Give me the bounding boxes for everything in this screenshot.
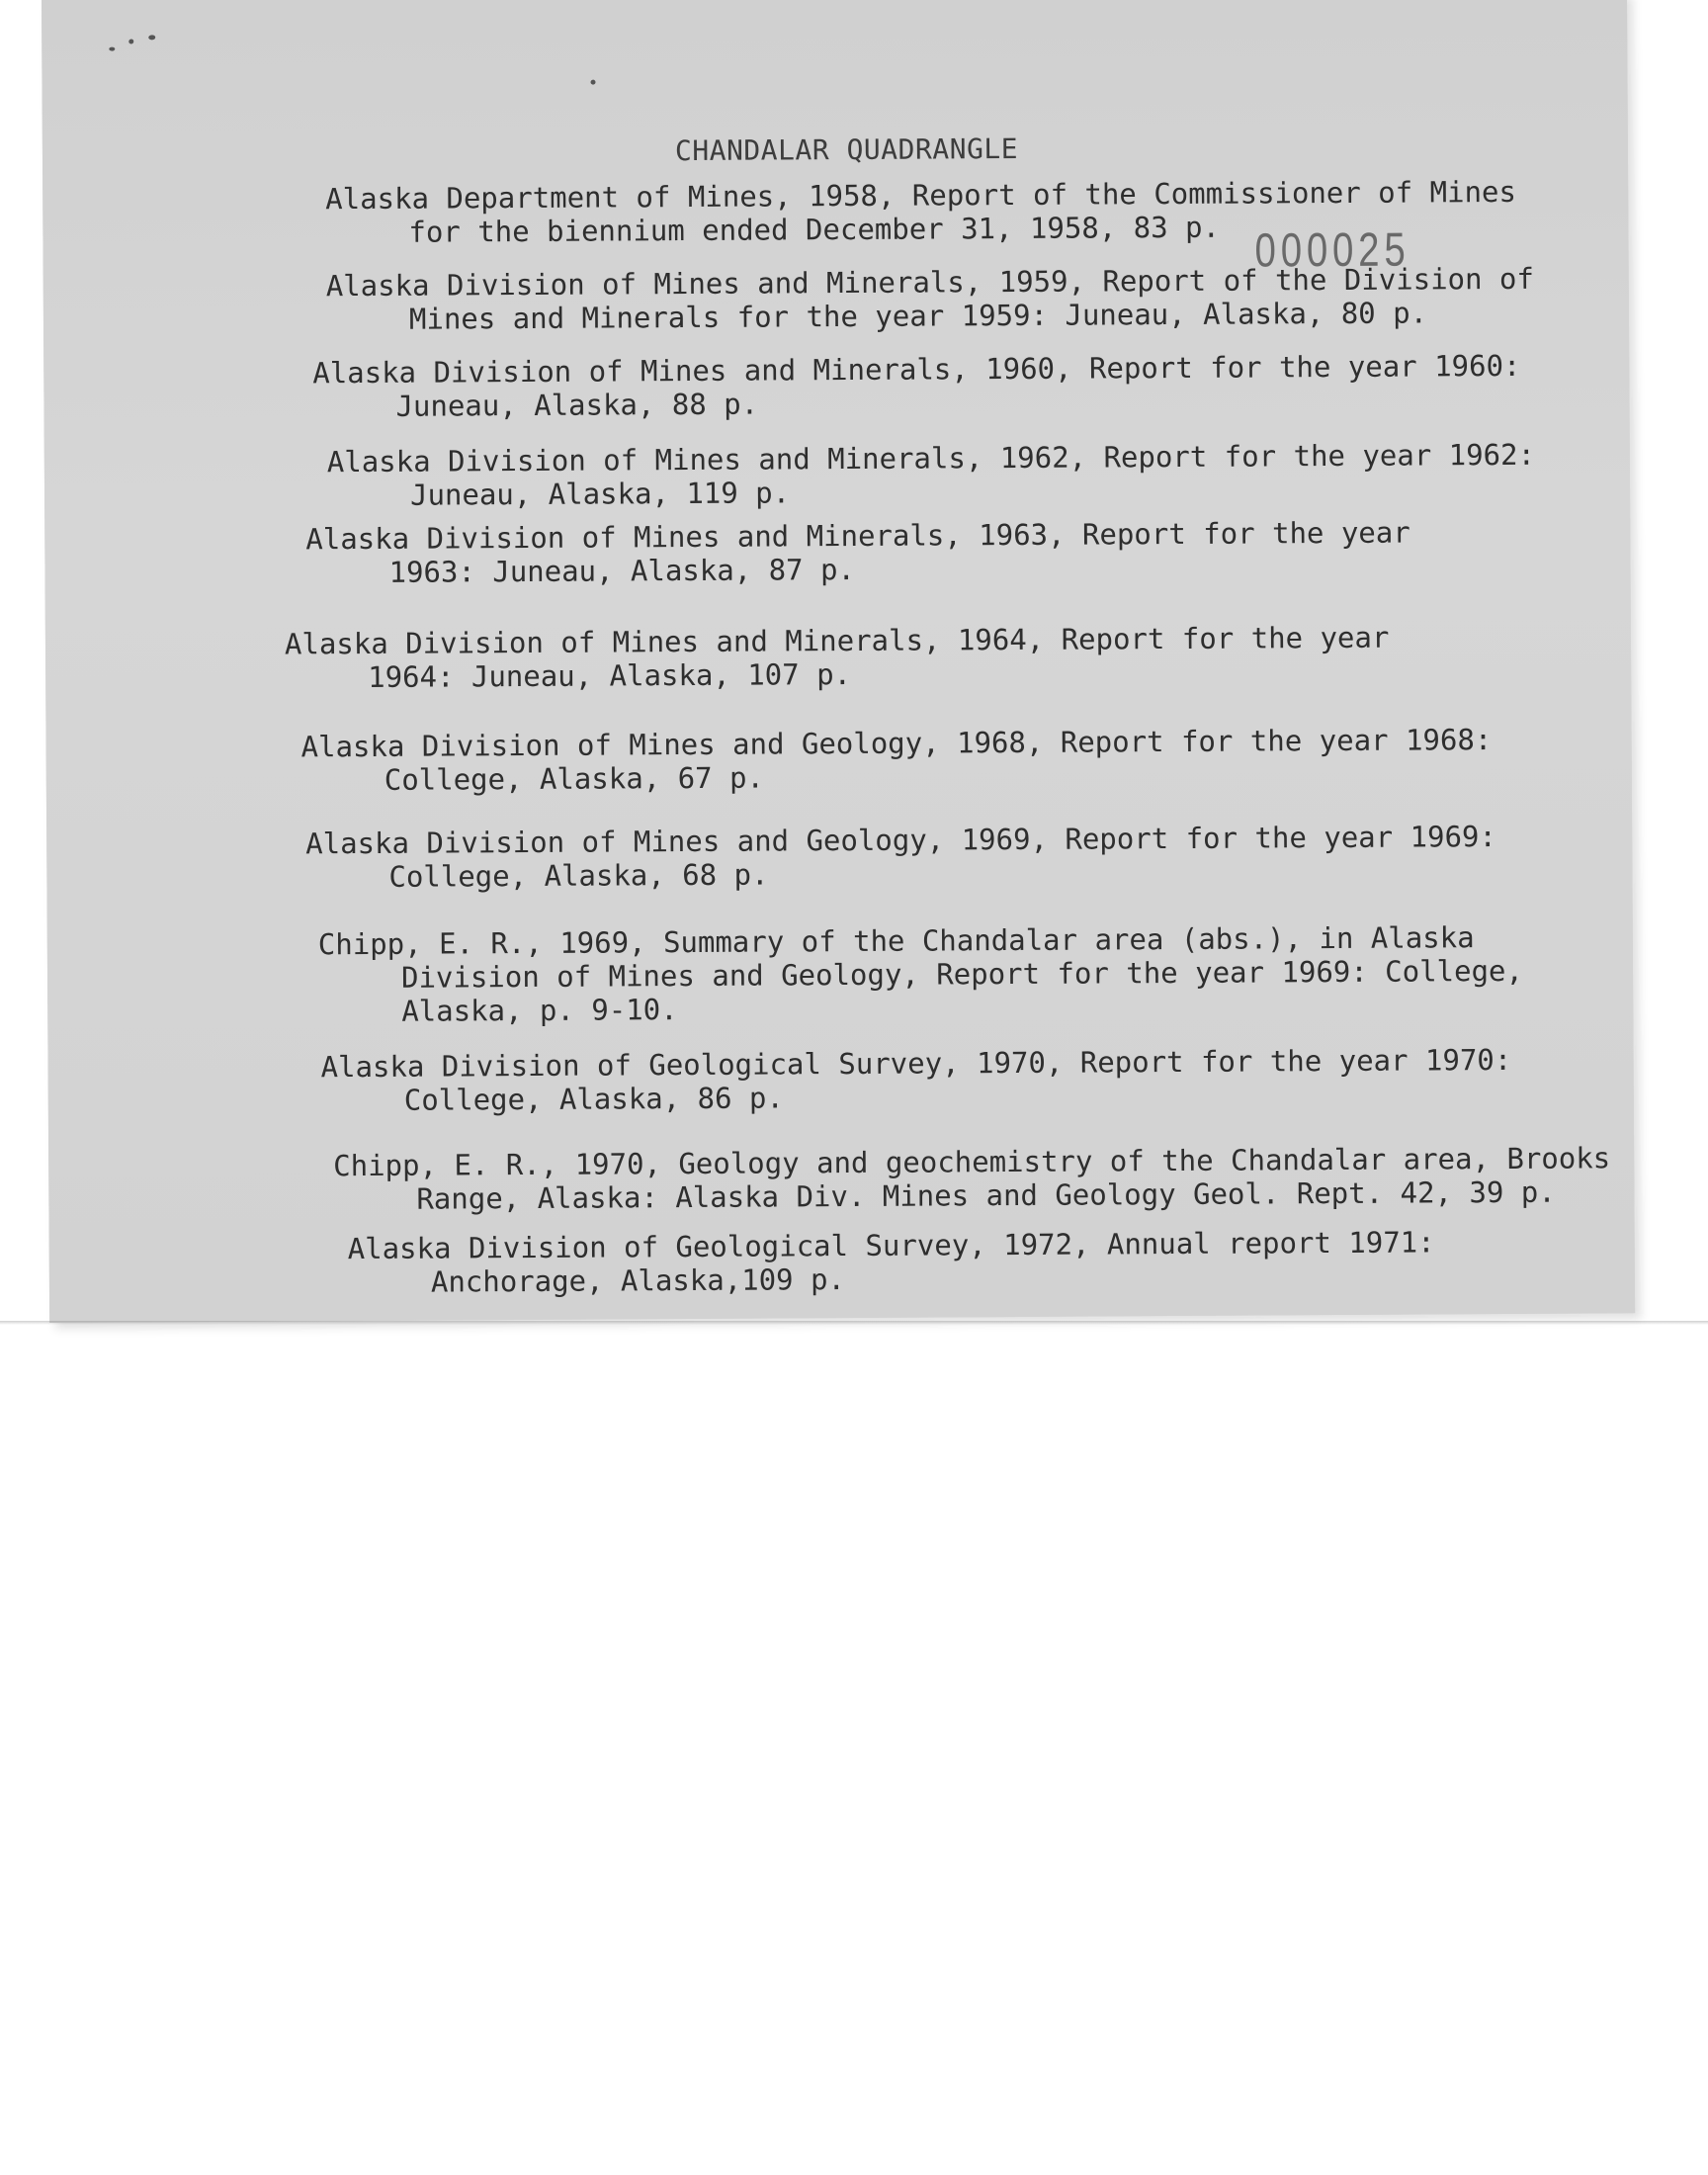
reference-line: Alaska, p. 9-10. — [401, 993, 678, 1028]
index-card — [42, 0, 1635, 1323]
reference-entry — [348, 1225, 1435, 1299]
reference-entry — [333, 1141, 1610, 1216]
reference-entry — [305, 820, 1496, 894]
reference-entry — [301, 723, 1493, 797]
reference-entry — [318, 920, 1523, 1028]
reference-line: Alaska Division of Mines and Geology, 1968, Report for the year 1968: — [300, 723, 1493, 764]
reference-line: Alaska Division of Geological Survey, 1970, Report for the year 1970: — [320, 1042, 1512, 1085]
reference-line: Range, Alaska: Alaska Div. Mines and Geology Geol. Rept. 42, 39 p. — [416, 1174, 1556, 1216]
ink-speck — [109, 47, 115, 51]
reference-line: Juneau, Alaska, 88 p. — [395, 387, 759, 423]
reference-line: 1964: Juneau, Alaska, 107 p. — [368, 657, 852, 694]
reference-line: Alaska Division of Mines and Minerals, 1960, Report for the year 1960: — [312, 348, 1521, 391]
reference-line: Juneau, Alaska, 119 p. — [409, 476, 791, 512]
reference-line: Anchorage, Alaska,109 p. — [430, 1262, 846, 1299]
card-edge-shadow — [0, 1321, 1708, 1325]
reference-line: Chipp, E. R., 1969, Summary of the Chandalar area (abs.), in Alaska — [317, 920, 1475, 962]
reference-entry — [327, 438, 1536, 512]
reference-line: 1963: Juneau, Alaska, 87 p. — [388, 552, 856, 589]
reference-entry — [326, 262, 1535, 336]
reference-entry — [305, 516, 1410, 590]
reference-line: College, Alaska, 86 p. — [403, 1081, 785, 1117]
stamp-number: 000025 — [1254, 223, 1410, 278]
reference-entry — [285, 621, 1390, 695]
document-title: CHANDALAR QUADRANGLE — [674, 131, 1019, 168]
reference-line: Alaska Division of Mines and Minerals, 1962, Report for the year 1962: — [326, 437, 1536, 479]
reference-entry — [320, 1043, 1511, 1117]
ink-speck — [591, 80, 596, 85]
reference-line: Alaska Department of Mines, 1958, Report of the Commissioner of Mines — [325, 174, 1517, 217]
reference-line: College, Alaska, 68 p. — [388, 857, 769, 894]
reference-entry — [325, 175, 1516, 249]
ink-speck — [128, 39, 133, 44]
reference-line: Alaska Division of Mines and Minerals, 1964, Report for the year — [284, 620, 1390, 661]
reference-line: Chipp, E. R., 1970, Geology and geochemistry of the Chandalar area, Brooks — [333, 1141, 1611, 1183]
reference-entry — [312, 349, 1521, 423]
reference-line: Alaska Division of Mines and Geology, 1969, Report for the year 1969: — [305, 820, 1497, 861]
reference-line: Division of Mines and Geology, Report for the year 1969: College, — [400, 953, 1524, 995]
reference-line: Alaska Division of Mines and Minerals, 1963, Report for the year — [305, 515, 1410, 557]
reference-line: Alaska Division of Mines and Minerals, 1959, Report of the Division of — [325, 261, 1535, 304]
reference-line: for the biennium ended December 31, 1958, 83 p. — [408, 210, 1221, 249]
reference-line: Alaska Division of Geological Survey, 1972, Annual report 1971: — [347, 1225, 1435, 1266]
reference-line: Mines and Minerals for the year 1959: Juneau, Alaska, 80 p. — [408, 296, 1428, 336]
ink-speck — [148, 35, 155, 40]
reference-line: College, Alaska, 67 p. — [384, 760, 765, 797]
